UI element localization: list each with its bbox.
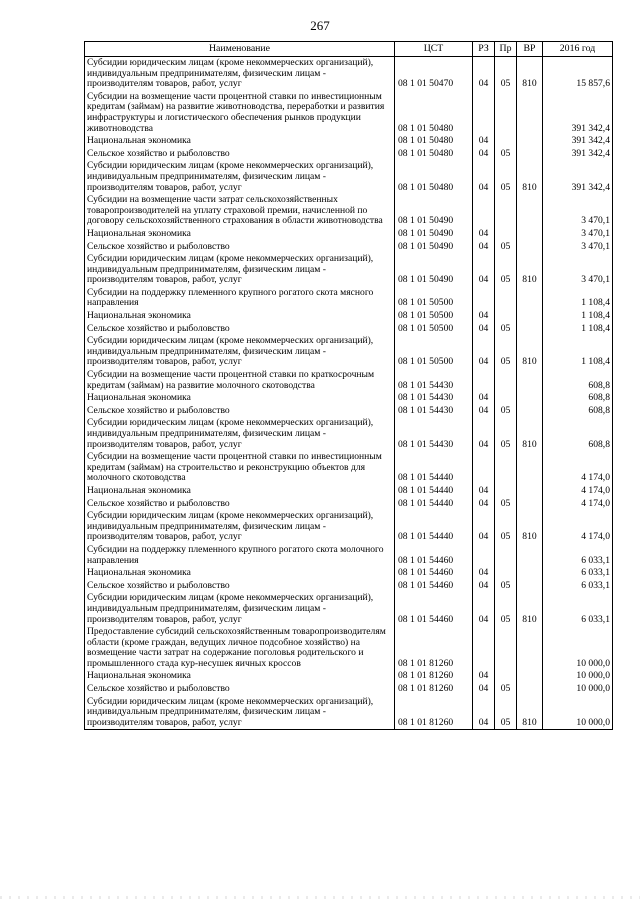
row-name: Национальная экономика	[85, 567, 395, 580]
row-name: Сельское хозяйство и рыболовство	[85, 683, 395, 696]
row-cst: 08 1 01 54430	[395, 369, 473, 392]
row-cst: 08 1 01 54460	[395, 592, 473, 626]
row-name: Субсидии на возмещение части процентной ставки по краткосрочным кредитам (займам) на развитие молочного скотоводства	[85, 369, 395, 392]
row-pr	[495, 567, 517, 580]
row-cst: 08 1 01 50480	[395, 91, 473, 135]
table-row	[85, 683, 613, 696]
row-vr	[517, 485, 543, 498]
table-row	[85, 510, 613, 544]
row-rz: 04	[473, 580, 495, 593]
row-rz	[473, 287, 495, 310]
table-row	[85, 580, 613, 593]
row-cst: 08 1 01 50500	[395, 335, 473, 369]
table-row	[85, 228, 613, 241]
row-pr: 05	[495, 241, 517, 254]
row-pr	[495, 228, 517, 241]
scan-artifact	[0, 896, 640, 899]
row-rz: 04	[473, 323, 495, 336]
row-rz	[473, 91, 495, 135]
row-rz: 04	[473, 241, 495, 254]
row-vr: 810	[517, 57, 543, 91]
row-pr	[495, 392, 517, 405]
row-name: Субсидии на поддержку племенного крупного рогатого скота молочного направления	[85, 544, 395, 567]
row-amount: 608,8	[543, 392, 613, 405]
row-vr: 810	[517, 696, 543, 730]
row-vr	[517, 91, 543, 135]
row-vr	[517, 148, 543, 161]
row-vr	[517, 287, 543, 310]
row-cst: 08 1 01 81260	[395, 670, 473, 683]
row-pr: 05	[495, 57, 517, 91]
row-cst: 08 1 01 50490	[395, 228, 473, 241]
row-pr	[495, 310, 517, 323]
row-amount: 4 174,0	[543, 510, 613, 544]
row-amount: 391 342,4	[543, 160, 613, 194]
row-cst: 08 1 01 54460	[395, 567, 473, 580]
row-amount: 391 342,4	[543, 135, 613, 148]
row-vr: 810	[517, 417, 543, 451]
row-name: Национальная экономика	[85, 670, 395, 683]
row-name: Сельское хозяйство и рыболовство	[85, 498, 395, 511]
table-row	[85, 194, 613, 228]
row-vr: 810	[517, 335, 543, 369]
row-vr	[517, 567, 543, 580]
row-rz: 04	[473, 485, 495, 498]
row-amount: 3 470,1	[543, 253, 613, 287]
row-amount: 6 033,1	[543, 544, 613, 567]
row-vr	[517, 580, 543, 593]
row-cst: 08 1 01 50480	[395, 160, 473, 194]
row-vr	[517, 498, 543, 511]
table-row	[85, 369, 613, 392]
row-name: Субсидии юридическим лицам (кроме некоммерческих организаций), индивидуальным предпринимателям, физическим лицам - производителям товаров, работ, услуг	[85, 510, 395, 544]
row-vr	[517, 670, 543, 683]
row-vr	[517, 241, 543, 254]
row-cst: 08 1 01 54440	[395, 510, 473, 544]
row-name: Национальная экономика	[85, 485, 395, 498]
row-vr: 810	[517, 253, 543, 287]
row-amount: 10 000,0	[543, 626, 613, 670]
row-vr	[517, 228, 543, 241]
header-cst: ЦСТ	[395, 42, 473, 57]
row-amount: 6 033,1	[543, 580, 613, 593]
row-pr	[495, 287, 517, 310]
row-rz: 04	[473, 228, 495, 241]
table-row	[85, 544, 613, 567]
row-amount: 3 470,1	[543, 228, 613, 241]
table-row	[85, 451, 613, 485]
row-name: Субсидии юридическим лицам (кроме некоммерческих организаций), индивидуальным предпринимателям, физическим лицам - производителям товаров, работ, услуг	[85, 335, 395, 369]
table-row	[85, 626, 613, 670]
row-vr: 810	[517, 510, 543, 544]
row-rz: 04	[473, 253, 495, 287]
row-name: Сельское хозяйство и рыболовство	[85, 241, 395, 254]
row-name: Национальная экономика	[85, 228, 395, 241]
row-pr: 05	[495, 510, 517, 544]
row-name: Субсидии на возмещение части процентной ставки по инвестиционным кредитам (займам) на строительство и реконструкцию объектов для молочного скотоводства	[85, 451, 395, 485]
header-rz: РЗ	[473, 42, 495, 57]
row-rz: 04	[473, 392, 495, 405]
row-vr	[517, 405, 543, 418]
row-rz: 04	[473, 405, 495, 418]
row-rz: 04	[473, 567, 495, 580]
row-vr	[517, 392, 543, 405]
row-pr	[495, 369, 517, 392]
row-cst: 08 1 01 50500	[395, 287, 473, 310]
table-body	[85, 57, 613, 730]
row-name: Субсидии юридическим лицам (кроме некоммерческих организаций), индивидуальным предпринимателям, физическим лицам - производителям товаров, работ, услуг	[85, 57, 395, 91]
table-row	[85, 148, 613, 161]
row-cst: 08 1 01 50500	[395, 310, 473, 323]
row-amount: 4 174,0	[543, 451, 613, 485]
table-row	[85, 335, 613, 369]
row-cst: 08 1 01 81260	[395, 696, 473, 730]
table-row	[85, 405, 613, 418]
table-row	[85, 498, 613, 511]
row-pr: 05	[495, 417, 517, 451]
row-rz: 04	[473, 335, 495, 369]
row-name: Сельское хозяйство и рыболовство	[85, 323, 395, 336]
table-row	[85, 417, 613, 451]
row-vr	[517, 194, 543, 228]
budget-table	[84, 41, 613, 730]
row-name: Сельское хозяйство и рыболовство	[85, 580, 395, 593]
row-pr	[495, 91, 517, 135]
row-cst: 08 1 01 54430	[395, 417, 473, 451]
header-pr: Пр	[495, 42, 517, 57]
table-row	[85, 135, 613, 148]
row-name: Субсидии юридическим лицам (кроме некоммерческих организаций), индивидуальным предпринимателям, физическим лицам - производителям товаров, работ, услуг	[85, 696, 395, 730]
row-vr	[517, 626, 543, 670]
row-cst: 08 1 01 54440	[395, 485, 473, 498]
row-name: Субсидии на поддержку племенного крупного рогатого скота мясного направления	[85, 287, 395, 310]
row-name: Субсидии юридическим лицам (кроме некоммерческих организаций), индивидуальным предпринимателям, физическим лицам - производителям товаров, работ, услуг	[85, 592, 395, 626]
row-cst: 08 1 01 54440	[395, 451, 473, 485]
row-amount: 6 033,1	[543, 592, 613, 626]
row-pr	[495, 135, 517, 148]
row-amount: 10 000,0	[543, 683, 613, 696]
row-amount: 3 470,1	[543, 241, 613, 254]
row-pr: 05	[495, 592, 517, 626]
row-pr	[495, 626, 517, 670]
row-cst: 08 1 01 50500	[395, 323, 473, 336]
row-name: Субсидии юридическим лицам (кроме некоммерческих организаций), индивидуальным предпринимателям, физическим лицам - производителям товаров, работ, услуг	[85, 160, 395, 194]
row-amount: 1 108,4	[543, 335, 613, 369]
row-cst: 08 1 01 50490	[395, 253, 473, 287]
row-pr: 05	[495, 253, 517, 287]
row-rz: 04	[473, 160, 495, 194]
row-vr	[517, 544, 543, 567]
table-row	[85, 57, 613, 91]
row-pr	[495, 670, 517, 683]
row-rz: 04	[473, 696, 495, 730]
row-amount: 10 000,0	[543, 670, 613, 683]
row-amount: 608,8	[543, 369, 613, 392]
row-rz: 04	[473, 135, 495, 148]
row-rz: 04	[473, 57, 495, 91]
row-name: Предоставление субсидий сельскохозяйственным товаропроизводителям области (кроме граждан, ведущих личное подсобное хозяйство) на возмещение части затрат на содержание поголовья родительского и промышленного стада кур-несушек яичных кроссов	[85, 626, 395, 670]
row-amount: 608,8	[543, 405, 613, 418]
row-pr	[495, 485, 517, 498]
row-amount: 4 174,0	[543, 498, 613, 511]
row-amount: 3 470,1	[543, 194, 613, 228]
row-amount: 15 857,6	[543, 57, 613, 91]
table-header-row	[85, 42, 613, 57]
row-rz: 04	[473, 510, 495, 544]
row-rz: 04	[473, 683, 495, 696]
page-number: 267	[310, 18, 330, 33]
row-name: Субсидии на возмещение части процентной ставки по инвестиционным кредитам (займам) на развитие животноводства, переработки и развития инфраструктуры и логистического обеспечения рынков продукции животноводства	[85, 91, 395, 135]
row-vr: 810	[517, 160, 543, 194]
row-cst: 08 1 01 50470	[395, 57, 473, 91]
table-row	[85, 696, 613, 730]
row-cst: 08 1 01 50480	[395, 135, 473, 148]
row-cst: 08 1 01 50480	[395, 148, 473, 161]
row-amount: 1 108,4	[543, 287, 613, 310]
row-pr	[495, 194, 517, 228]
row-amount: 1 108,4	[543, 310, 613, 323]
row-rz	[473, 626, 495, 670]
row-vr	[517, 135, 543, 148]
row-name: Сельское хозяйство и рыболовство	[85, 148, 395, 161]
row-rz: 04	[473, 310, 495, 323]
row-pr: 05	[495, 335, 517, 369]
row-rz: 04	[473, 592, 495, 626]
table-row	[85, 241, 613, 254]
header-name: Наименование	[85, 42, 395, 57]
row-rz	[473, 369, 495, 392]
table-row	[85, 670, 613, 683]
table-row	[85, 392, 613, 405]
row-cst: 08 1 01 54440	[395, 498, 473, 511]
row-amount: 10 000,0	[543, 696, 613, 730]
row-cst: 08 1 01 54430	[395, 392, 473, 405]
row-pr	[495, 544, 517, 567]
row-cst: 08 1 01 81260	[395, 683, 473, 696]
row-cst: 08 1 01 50490	[395, 194, 473, 228]
row-rz: 04	[473, 670, 495, 683]
header-year: 2016 год	[543, 42, 613, 57]
header-vr: ВР	[517, 42, 543, 57]
row-rz: 04	[473, 148, 495, 161]
row-amount: 391 342,4	[543, 91, 613, 135]
table-row	[85, 287, 613, 310]
table-row	[85, 485, 613, 498]
row-vr	[517, 683, 543, 696]
table-row	[85, 567, 613, 580]
row-pr: 05	[495, 696, 517, 730]
row-vr: 810	[517, 592, 543, 626]
row-pr: 05	[495, 160, 517, 194]
row-pr	[495, 451, 517, 485]
row-pr: 05	[495, 148, 517, 161]
row-rz	[473, 451, 495, 485]
table-row	[85, 310, 613, 323]
row-amount: 391 342,4	[543, 148, 613, 161]
row-pr: 05	[495, 405, 517, 418]
row-pr: 05	[495, 580, 517, 593]
row-amount: 4 174,0	[543, 485, 613, 498]
row-name: Сельское хозяйство и рыболовство	[85, 405, 395, 418]
row-cst: 08 1 01 54460	[395, 580, 473, 593]
row-rz	[473, 544, 495, 567]
row-rz: 04	[473, 417, 495, 451]
row-pr: 05	[495, 498, 517, 511]
table-row	[85, 160, 613, 194]
row-name: Национальная экономика	[85, 310, 395, 323]
row-amount: 608,8	[543, 417, 613, 451]
row-name: Субсидии юридическим лицам (кроме некоммерческих организаций), индивидуальным предпринимателям, физическим лицам - производителям товаров, работ, услуг	[85, 253, 395, 287]
row-name: Национальная экономика	[85, 392, 395, 405]
row-name: Субсидии на возмещение части затрат сельскохозяйственных товаропроизводителей на уплату страховой премии, начисленной по договору сельскохозяйственного страхования в области животноводства	[85, 194, 395, 228]
row-amount: 6 033,1	[543, 567, 613, 580]
row-rz	[473, 194, 495, 228]
row-cst: 08 1 01 81260	[395, 626, 473, 670]
row-vr	[517, 310, 543, 323]
table-row	[85, 253, 613, 287]
row-cst: 08 1 01 54430	[395, 405, 473, 418]
row-vr	[517, 451, 543, 485]
table-row	[85, 592, 613, 626]
table-row	[85, 91, 613, 135]
row-pr: 05	[495, 683, 517, 696]
row-amount: 1 108,4	[543, 323, 613, 336]
row-name: Субсидии юридическим лицам (кроме некоммерческих организаций), индивидуальным предпринимателям, физическим лицам - производителям товаров, работ, услуг	[85, 417, 395, 451]
row-pr: 05	[495, 323, 517, 336]
row-vr	[517, 323, 543, 336]
row-vr	[517, 369, 543, 392]
table-row	[85, 323, 613, 336]
row-cst: 08 1 01 54460	[395, 544, 473, 567]
row-rz: 04	[473, 498, 495, 511]
row-cst: 08 1 01 50490	[395, 241, 473, 254]
row-name: Национальная экономика	[85, 135, 395, 148]
